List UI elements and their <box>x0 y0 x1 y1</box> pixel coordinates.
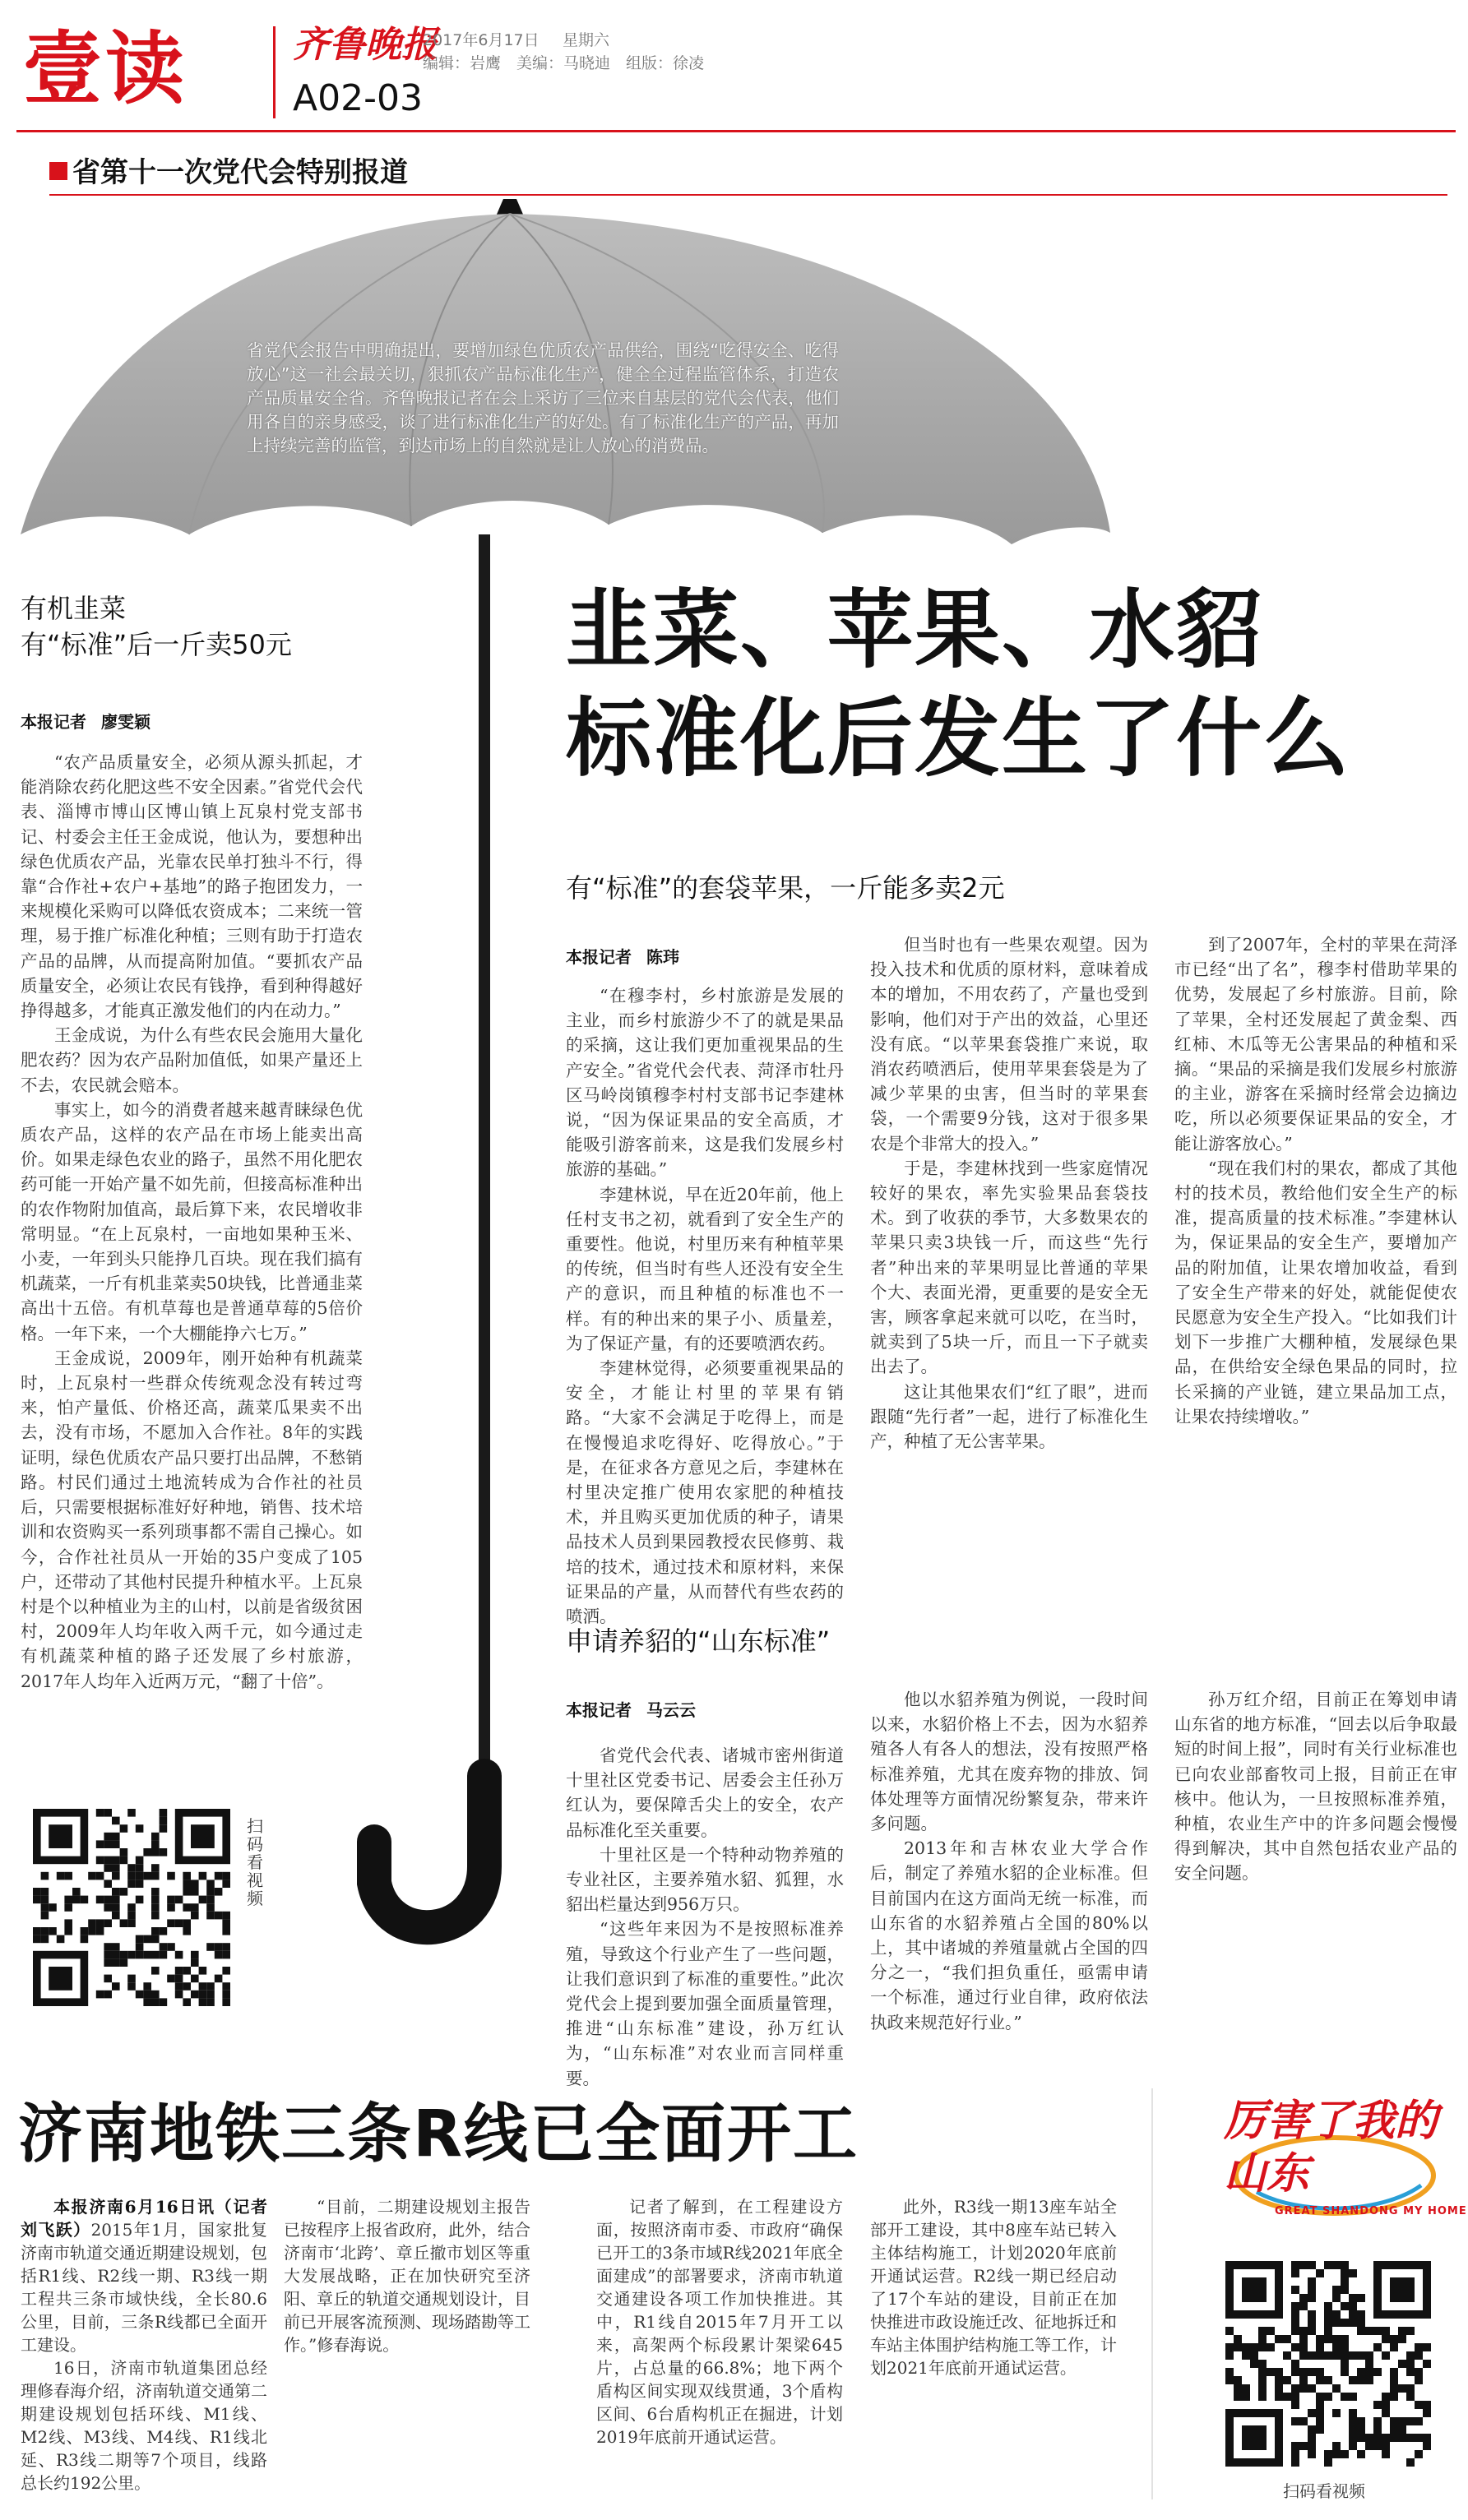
paragraph: 此外，R3线一期13座车站全部开工建设，其中8座车站已转入主体结构施工，计划2020年底前开通试运营。R2线一期已经启动了17个车站的建设，目前正在加快推进市政设施迁改、征地拆迁和车站主体围护结构施工等工作，计划2021年底前开通试运营。 <box>870 2197 1117 2378</box>
qr-code-icon[interactable] <box>1225 2261 1431 2467</box>
paragraph-text: 2015年1月，国家批复济南市轨道交通近期建设规划，包括R1线、R2线一期、R3线一期工程共三条市域快线，全长80.6公里，目前，三条R线都已全面开工建设。 <box>21 2220 268 2355</box>
masthead-divider <box>273 26 276 118</box>
mink-byline <box>566 1697 711 1721</box>
apple-title: 有“标准”的套袋苹果，一斤能多卖2元 <box>566 872 1005 904</box>
paragraph: 孙万红介绍，目前正在筹划申请山东省的地方标准，“回去以后争取最短的时间上报”，同时有关行业标准也已向农业部畜牧司上报，目前正在审核中。他认为，一旦按照标准养殖，种植，农业生产中的许多问题会慢慢得到解决，其中自然包括农业产品的安全问题。 <box>1174 1690 1457 1884</box>
metro-body-col-4 <box>870 2195 1117 2509</box>
paragraph: “现在我们村的果农，都成了其他村的技术员，教给他们安全生产的标准，提高质量的技术标准。”李建林认为，保证果品的安全生产，要增加产品的附加值，让果农增加收益，看到了安全生产带来的好处，就能促使农民愿意为安全生产投入。“比如我们计划下一步推广大棚种植，发展绿色果品，在供给安全绿色果品的同时，拉长采摘的产业链，建立果品加工点，让果农持续增收。” <box>1174 1158 1457 1426</box>
column-divider <box>1151 2088 1153 2499</box>
headline-line-2: 标准化后发生了什么 <box>566 688 1351 788</box>
paragraph: 李建林说，早在近20年前，他上任村支书之初，就看到了安全生产的重要性。他说，村里历来有种植苹果的传统，但当时有些人还没有安全生产的意识，而且种植的标准也不一样。有的种出来的果子小、质量差，为了保证产量，有的还要喷洒农药。 <box>566 1184 844 1353</box>
chives-body <box>21 750 363 1779</box>
dateline: 本报济南6月16日讯（记者 刘飞跃） <box>21 2197 284 2240</box>
paragraph: 于是，李建林找到一些家庭情况较好的果农，率先实验果品套袋技术。到了收获的季节，大多数果农的苹果只卖3块钱一斤，而这些“先行者”种出来的苹果明显比普通的苹果个大、表面光滑，更重要的是安全无害，顾客拿起来就可以吃，在当时，就卖到了5块一斤，而且一下子就卖出去了。 <box>870 1158 1148 1377</box>
paragraph: “这些年来因为不是按照标准养殖，导致这个行业产生了一些问题，让我们意识到了标准的重要性。”此次党代会上提到要加强全面质量管理，推进“山东标准”建设，孙万红认为，“山东标准”对农业而言同样重要。 <box>566 1919 844 2088</box>
apple-body-col-1 <box>566 983 844 1666</box>
metro-body-col-2 <box>284 2195 530 2509</box>
metro-headline: 济南地铁三条R线已全面开工 <box>18 2097 859 2171</box>
paragraph: 记者了解到，在工程建设方面，按照济南市委、市政府“确保已开工的3条市域R线2021年底全面建成”的部署要求，济南市轨道交通建设各项工作加快推进。其中，R1线自2015年7月开工以来，高架两个标段累计架梁645片，占总量的66.8%；地下两个盾构区间实现双线贯通，3个盾构区间、6台盾构机正在掘进，计划2019年底前开通试运营。 <box>596 2197 843 2447</box>
paragraph: 事实上，如今的消费者越来越青睐绿色优质农产品，这样的农产品在市场上能卖出高价。如果走绿色农业的路子，虽然不用化肥农药可能一开始产量不如先前，但接高标准种出的农作物附加值高，最后算下来，农民增收非常明显。“在上瓦泉村，一亩地如果种玉米、小麦，一年到头只能挣几百块。现在我们搞有机蔬菜，一斤有机韭菜卖50块钱，比普通韭菜高出十五倍。有机草莓也是普通草莓的5倍价格。一年下来，一个大棚能挣六七万。” <box>21 1099 363 1343</box>
umbrella-handle <box>374 1776 484 1927</box>
apple-body-col-3 <box>1174 932 1457 1656</box>
paragraph: “农产品质量安全，必须从源头抓起，才能消除农药化肥这些不安全因素。”省党代会代表、淄博市博山区博山镇上瓦泉村党支部书记、村委会主任王金成说，他认为，要想种出绿色优质农产品，光靠农民单打独斗不行，得靠“合作社+农户+基地”的路子抱团发力，一来规模化采购可以降低农资成本；二来统一管理，易于推广标准化种植；三则有助于打造农产品的品牌，从而提高附加值。“要抓农产品质量安全，必须让农民有钱挣，看到种得越好挣得越多，才能真正激发他们的内在动力。” <box>21 752 363 1021</box>
qr-caption: 扫码看视频 <box>1283 2481 1365 2501</box>
paragraph <box>21 2195 284 2356</box>
editor-credits: 编辑：岩鹰 美编：马晓迪 组版：徐凌 <box>423 54 705 72</box>
byline-label: 本报记者 <box>566 1700 632 1720</box>
chives-title-1: 有机韭菜 <box>21 593 127 624</box>
issue-date: 2017年6月17日 <box>423 31 540 49</box>
byline-name: 廖雯颖 <box>101 712 151 732</box>
masthead <box>16 13 1456 128</box>
masthead-rule <box>16 130 1456 132</box>
section-label <box>49 156 408 189</box>
umbrella-shaft <box>479 534 490 1833</box>
paragraph: “在穆李村，乡村旅游是发展的主业，而乡村旅游少不了的就是果品的采摘，这让我们更加重视果品的生产安全。”省党代会代表、菏泽市牡丹区马岭岗镇穆李村村支部书记李建林说，“因为保证果品的安全高质，才能吸引游客前来，这是我们发展乡村旅游的基础。” <box>566 986 844 1180</box>
paragraph: 省党代会代表、诸城市密州街道十里社区党委书记、居委会主任孙万红认为，要保障舌尖上的安全，农产品标准化至关重要。 <box>566 1746 844 1840</box>
chives-byline <box>21 709 165 733</box>
mink-title: 申请养貂的“山东标准” <box>566 1625 831 1657</box>
paragraph: 王金成说，为什么有些农民会施用大量化肥农药？因为农产品附加值低，如果产量还上不去，农民就会赔本。 <box>21 1025 363 1095</box>
byline-name: 马云云 <box>646 1700 696 1720</box>
lead-paragraph: 省党代会报告中明确提出，要增加绿色优质农产品供给，围绕“吃得安全、吃得放心”这一社会最关切，狠抓农产品标准化生产，健全全过程监管体系，打造农产品质量安全省。齐鲁晚报记者在会上采访了三位来自基层的党代会代表，他们用各自的亲身感受，谈了进行标准化生产的好处。有了标准化生产的产品，再加上持续完善的监管，到达市场上的自然就是让人放心的消费品。 <box>247 340 839 455</box>
headline-line-1: 韭菜、苹果、水貂 <box>566 580 1264 680</box>
mink-body-col-2 <box>870 1687 1148 2032</box>
qr-caption: 扫码看视频 <box>247 1816 263 1908</box>
mink-body-col-3 <box>1174 1687 1457 1975</box>
paragraph: 到了2007年，全村的苹果在菏泽市已经“出了名”，穆李村借助苹果的优势，发展起了乡村旅游。目前，除了苹果，全村还发展起了黄金梨、西红柿、木瓜等无公害果品的种植和采摘。“果品的采摘是我们发展乡村旅游的主业，游客在采摘时经常会边摘边吃，所以必须要保证果品的安全，才能让游客放心。” <box>1174 935 1457 1154</box>
paragraph: 他以水貂养殖为例说，一段时间以来，水貂价格上不去，因为水貂养殖各人有各人的想法，没有按照严格标准养殖，尤其在废弃物的排放、饲体处理等方面情况纷繁复杂，带来许多问题。 <box>870 1690 1148 1834</box>
apple-byline <box>566 944 694 968</box>
apple-body-col-2 <box>870 932 1148 1557</box>
section-marker-icon <box>49 162 67 180</box>
paragraph: 十里社区是一个特种动物养殖的专业社区，主要养殖水貂、狐狸，水貂出栏量达到956万只。 <box>566 1844 844 1915</box>
chives-title-2: 有“标准”后一斤卖50元 <box>21 629 292 660</box>
page-number: A02-03 <box>293 77 423 119</box>
main-headline <box>566 576 1462 793</box>
paragraph: 但当时也有一些果农观望。因为投入技术和优质的原材料，意味着成本的增加，不用农药了，产量也受到影响，他们对于产出的效益，心里还没有底。“以苹果套袋推广来说，取消农药喷洒后，使用苹果套袋是为了减少苹果的虫害，但当时的苹果套袋，一个需要9分钱，这对于很多果农是个非常大的投入。” <box>870 935 1148 1154</box>
page-title: 壹读 <box>23 23 188 115</box>
byline-name: 陈玮 <box>646 947 679 967</box>
metro-body-col-1 <box>21 2195 284 2509</box>
section-label-text: 省第十一次党代会特别报道 <box>72 156 408 189</box>
metro-body-col-3 <box>596 2195 843 2509</box>
campaign-logo-subtext: GREAT SHANDONG MY HOME <box>1275 2205 1467 2217</box>
newspaper-logo: 齐鲁晚报 <box>293 24 438 66</box>
issue-weekday: 星期六 <box>563 31 610 49</box>
byline-label: 本报记者 <box>566 947 632 967</box>
mink-body-col-1 <box>566 1743 844 2088</box>
paragraph: 这让其他果农们“红了眼”，进而跟随“先行者”一起，进行了标准化生产，种植了无公害苹果。 <box>870 1381 1148 1452</box>
paragraph: 16日，济南市轨道集团总经理修春海介绍，济南轨道交通第二期建设规划包括环线、M1线、M2线、M3线、M4线、R1线北延、R3线二期等7个项目，线路总长约192公里。 <box>21 2358 267 2493</box>
paragraph: 2013年和吉林农业大学合作后，制定了养殖水貂的企业标准。但目前国内在这方面尚无统一标准，而山东省的水貂养殖占全国的80%以上，其中诸城的养殖量就占全国的四分之一，“我们担负重任，亟需申请一个标准，通过行业自律，政府依法执政来规范好行业。” <box>870 1838 1148 2032</box>
campaign-logo-text: 厉害了我的山东 <box>1224 2096 1438 2199</box>
qr-code-icon[interactable] <box>33 1809 230 2006</box>
paragraph: 王金成说，2009年，刚开始种有机蔬菜时，上瓦泉村一些群众传统观念没有转过弯来，怕产量低、价格还高，蔬菜瓜果卖不出去，没有市场，不愿加入合作社。8年的实践证明，绿色优质农产品只要打出品牌，不愁销路。村民们通过土地流转成为合作社的社员后，只需要根据标准好好种地，销售、技术培训和农资购买一系列琐事都不需自己操心。如今，合作社社员从一开始的35户变成了105户，还带动了其他村民提升种植水平。上瓦泉村是个以种植业为主的山村，以前是省级贫困村，2009年人均年收入两千元，如今通过走有机蔬菜种植的路子还发展了乡村旅游，2017年人均年入近两万元，“翻了十倍”。 <box>21 1348 363 1691</box>
paragraph: “目前，二期建设规划主报告已按程序上报省政府，此外，结合济南市‘北跨’、章丘撤市划区等重大发展战略，正在加快研究至济阳、章丘的轨道交通规划设计，目前已开展客流预测、现场踏勘等工作。”修春海说。 <box>284 2197 530 2355</box>
paragraph: 李建林觉得，必须要重视果品的安全，才能让村里的苹果有销路。“大家不会满足于吃得上，而是在慢慢追求吃得好、吃得放心。”于是，在征求各方意见之后，李建林在村里决定推广使用农家肥的种植技术，并且购买更加优质的种子，请果品技术人员到果园教授农民修剪、栽培的技术，通过技术和原材料，来保证果品的产量，从而替代有些农药的喷洒。 <box>566 1358 844 1627</box>
byline-label: 本报记者 <box>21 712 86 732</box>
